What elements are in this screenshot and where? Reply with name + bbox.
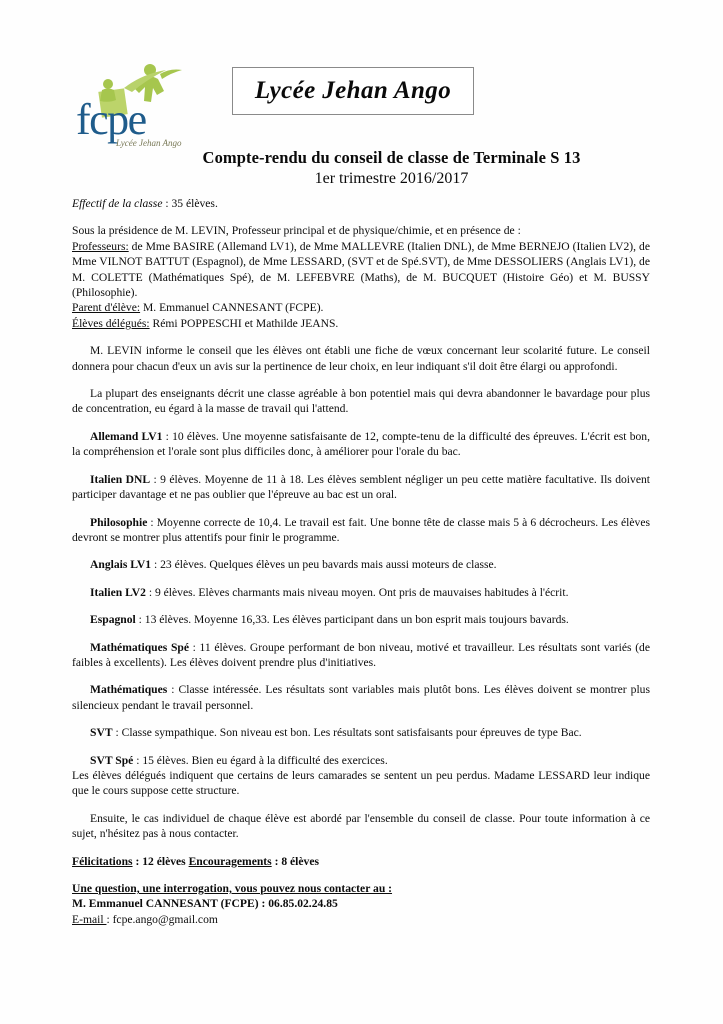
subject-name: Anglais LV1 [90,558,152,572]
subject-text: : 15 élèves. Bien eu égard à la difficulté des exercices. [133,753,388,767]
subject-espagnol [72,612,650,627]
subject-name: Italien DNL [90,472,151,486]
fcpe-wordmark-text: fcpe [76,95,146,144]
subject-mathematiques-spe [72,640,650,671]
subject-philosophie [72,515,650,546]
subject-anglais-lv1 [72,557,650,572]
paragraph-ensuite: Ensuite, le cas individuel de chaque élève est abordé par l'ensemble du conseil de classe. Pour toute information à ce sujet, n'hésitez pas à nous contacter. [72,811,650,841]
paragraph-enseignants: La plupart des enseignants décrit une classe agréable à bon potentiel mais qui devra abandonner le bavardage pour plus de concentration, eu égard à la masse de travail qui l'attend. [72,387,650,416]
contact-name-text: M. Emmanuel CANNESANT (FCPE) : 06.85.02.24.85 [72,897,338,911]
professeurs-text: de Mme BASIRE (Allemand LV1), de Mme MALLEVRE (Italien DNL), de Mme BERNEJO (Italien LV2), de Mme VILNOT BATTUT (Espagnol), de Mme LESSARD, (SVT et de Spé.SVT), de Mme DESSOLIERS (Anglais LV1), de M. COLETTE (Mathématiques Spé), de M. LEFEBVRE (Maths), de M. BUCQUET (Histoire Géo) et M. BUSSY (Philosophie). [72,239,650,300]
fcpe-logo [72,58,190,150]
page-subtitle: 1er trimestre 2016/2017 [314,170,469,187]
delegues-label: Élèves délégués: [72,316,150,330]
effectif-line [72,196,650,211]
effectif-label: Effectif de la classe [72,197,163,210]
email-value: : fcpe.ango@gmail.com [106,912,218,926]
subject-name: Mathématiques [90,683,168,697]
subject-text: : Classe sympathique. Son niveau est bon. Les résultats sont satisfaisants pour épreuves de type Bac. [112,726,582,740]
subject-text: : 13 élèves. Moyenne 16,33. Les élèves participant dans un bon esprit mais toujours bavards. [135,613,569,627]
subject-name: Italien LV2 [90,585,146,599]
subject-name: Philosophie [90,515,148,529]
contact-name-line [72,896,650,911]
fcpe-logo-icon [72,58,190,150]
parent-label: Parent d'élève: [72,301,141,315]
document-body [72,196,650,927]
paragraph-levin: M. LEVIN informe le conseil que les élèves ont établi une fiche de vœux concernant leur scolarité future. Le conseil donnera pour chacun d'eux un avis sur la pertinence de leur choix, en leur indiquant s'il doit être élargi ou approfondi. [72,344,650,373]
subject-name: SVT Spé [90,753,134,767]
encouragements-value: : 8 élèves [271,854,319,868]
subject-text: : Classe intéressée. Les résultats sont variables mais plutôt bons. Les élèves doivent se montrer plus silencieux pendant le travail personnel. [72,683,650,712]
subject-name: Espagnol [90,613,136,627]
subject-name: Mathématiques Spé [90,640,189,654]
encouragements-label: Encouragements [188,854,272,868]
delegues-line [72,316,650,331]
subject-svt [72,725,650,740]
professeurs-paragraph [72,239,650,301]
svt-spe-extra-paragraph: Les élèves délégués indiquent que certains de leurs camarades se sentent un peu perdus. Madame LESSARD leur indique que le cours suppose cette structure. [72,768,650,798]
fcpe-tagline-text: Lycée Jehan Ango [116,138,182,148]
subject-italien-lv2 [72,585,650,600]
email-label: E-mail [72,912,107,926]
subject-italien-dnl [72,472,650,503]
school-name-label: Lycée Jehan Ango [254,77,452,104]
contact-heading-text: Une question, une interrogation, vous pouvez nous contacter au : [72,882,393,895]
subject-name: Allemand LV1 [90,429,163,443]
subject-text: : 9 élèves. Moyenne de 11 à 18. Les élèves semblent négliger un peu cette matière facultative. Ils doivent participer davantage et ne pas oublier que l'épreuve au bac est un oral. [72,472,650,502]
subject-text: : 23 élèves. Quelques élèves un peu bavards mais aussi moteurs de classe. [151,558,497,572]
delegues-text: Rémi POPPESCHI et Mathilde JEANS. [149,316,339,330]
felicitations-line [72,854,650,869]
contact-heading [72,881,650,896]
felicitations-value: : 12 élèves [132,854,189,868]
school-name-box [232,67,474,115]
subject-text: : Moyenne correcte de 10,4. Le travail est fait. Une bonne tête de classe mais 5 à 6 décrocheurs. Les élèves devront se montrer plus attentifs pour finir le programme. [72,515,650,544]
subject-allemand-lv1 [72,429,650,460]
page-title: Compte-rendu du conseil de classe de Terminale S 13 [202,148,581,167]
parent-text: M. Emmanuel CANNESANT (FCPE). [140,301,324,315]
contact-email-line [72,912,650,927]
effectif-value: : 35 élèves. [162,197,218,210]
parent-line [72,300,650,315]
presidency-text: Sous la présidence de M. LEVIN, Professeur principal et de physique/chimie, et en présence de : [72,224,521,238]
presidency-line [72,223,650,238]
document-header [0,0,723,148]
subject-text: : 10 élèves. Une moyenne satisfaisante de 12, compte-tenu de la difficulté des épreuves. L'écrit est bon, la compréhension et l'orale sont plus difficiles donc, à améliorer pour l'orale du bac. [72,429,650,459]
subject-text: : 9 élèves. Elèves charmants mais niveau moyen. Ont pris de mauvaises habitudes à l'écrit. [145,585,569,599]
subject-name: SVT [90,726,113,740]
subject-svt-spe [72,753,650,768]
professeurs-label: Professeurs: [72,239,129,253]
subject-mathematiques [72,682,650,713]
felicitations-label: Félicitations [72,854,133,868]
subject-text: : 11 élèves. Groupe performant de bon niveau, motivé et travailleur. Les résultats sont variés (de faibles à excellents). Les élèves doivent prendre plus d'initiatives. [72,640,650,669]
